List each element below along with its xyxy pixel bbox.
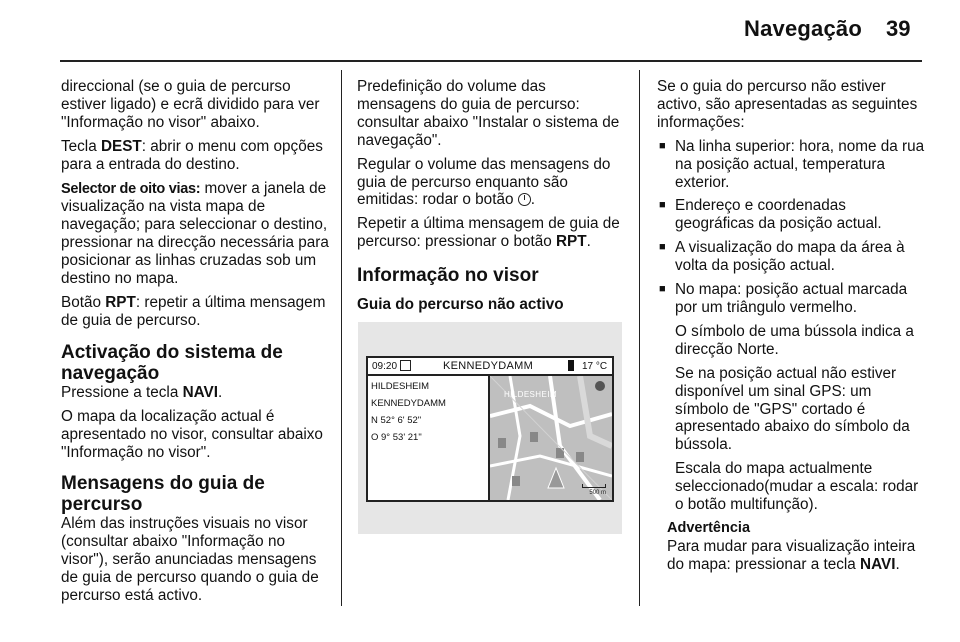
bullet-item: ■ Endereço e coordenadas geográficas da posição actual.	[657, 197, 927, 233]
column-1	[61, 78, 333, 611]
latitude: N 52° 6' 52"	[371, 415, 422, 426]
note-box	[657, 520, 927, 574]
paragraph	[61, 180, 333, 288]
key-name: RPT	[555, 233, 587, 251]
outside-temperature: 17 °C	[582, 361, 608, 372]
display-top-bar	[368, 358, 612, 376]
paragraph	[61, 294, 333, 330]
page-number: 39	[886, 16, 911, 41]
location-info-panel	[368, 376, 490, 500]
text: mover a janela de visualização na vista mapa de navegação; para seleccionar o destino, pressionar na direcção necessária para posicionar as linhas cruzadas sob um destino no mapa.	[61, 179, 329, 288]
sub-paragraph: Escala do mapa actualmente seleccionado(mudar a escala: rodar o botão multifunção).	[675, 460, 919, 514]
thermometer-icon	[568, 360, 574, 371]
text: : abrir o menu com opções para a entrada do destino.	[61, 137, 323, 173]
display-screen	[366, 356, 614, 502]
column-3	[657, 78, 927, 574]
note-text	[667, 538, 927, 574]
city-name: HILDESHEIM	[371, 381, 430, 392]
header-divider	[60, 60, 922, 62]
map-scale: 500 m	[589, 490, 606, 496]
text: .	[895, 555, 900, 573]
longitude: O 9° 53' 21"	[371, 432, 422, 443]
section-heading: Activação do sistema de navegação	[61, 341, 283, 384]
text: : repetir a última mensagem de guia de percurso.	[61, 293, 326, 329]
sub-paragraph: Se na posição actual não estiver disponível um sinal GPS: um símbolo de "GPS" cortado é apresentado abaixo do símbolo da bússola.	[675, 364, 910, 454]
navigation-display-figure	[358, 322, 622, 534]
rotary-knob-icon	[518, 193, 531, 206]
paragraph: Além das instruções visuais no visor (consultar abaixo "Informação no visor"), serão anunciadas mensagens de guia de percurso quando o guia de percurso está activo.	[61, 515, 319, 605]
paragraph	[61, 384, 333, 402]
section-heading: Mensagens do guia de percurso	[61, 473, 265, 516]
street-name: KENNEDYDAMM	[371, 398, 446, 409]
current-street: KENNEDYDAMM	[443, 360, 534, 372]
paragraph: direccional (se o guia de percurso estiver ligado) e ecrã dividido para ver "Informação no visor" abaixo.	[61, 78, 320, 131]
text: Regular o volume das mensagens do guia de percurso enquanto são emitidas: rodar o botão	[357, 155, 611, 209]
page-header-title: Navegação	[744, 16, 862, 41]
scale-bar	[582, 484, 606, 488]
bullet-item: ■ A visualização do mapa da área à volta da posição actual.	[657, 239, 927, 275]
bullet-item: ■ Na linha superior: hora, nome da rua na posição actual, temperatura exterior.	[657, 138, 927, 192]
key-name: NAVI	[182, 383, 219, 401]
clock-time: 09:20	[372, 361, 398, 372]
section-heading: Informação no visor	[357, 265, 539, 287]
term-label: Selector de oito vias:	[61, 180, 201, 197]
text: .	[218, 383, 223, 401]
text: Pressione a tecla	[61, 383, 183, 401]
paragraph: Predefinição do volume das mensagens do guia de percurso: consultar abaixo "Instalar o sistema de navegação".	[357, 78, 620, 149]
text: .	[586, 233, 591, 251]
key-name: RPT	[105, 293, 136, 311]
paragraph: O mapa da localização actual é apresentado no visor, consultar abaixo "Informação no visor".	[61, 407, 323, 461]
paragraph	[357, 156, 627, 210]
text: Tecla	[61, 137, 101, 155]
text: Botão	[61, 293, 106, 311]
paragraph: Se o guia do percurso não estiver activo, são apresentadas as seguintes informações:	[657, 78, 918, 131]
paragraph	[61, 138, 333, 174]
text: Repetir a última mensagem de guia de percurso: pressionar o botão	[357, 215, 620, 251]
text: .	[530, 191, 535, 209]
map-view	[490, 376, 612, 500]
column-2	[357, 78, 627, 314]
text: Para mudar para visualização inteira do mapa: pressionar a tecla	[667, 537, 916, 573]
key-name: DEST	[100, 137, 142, 155]
gps-icon	[400, 360, 411, 371]
note-title: Advertência	[667, 519, 751, 536]
subsection-heading: Guia do percurso não activo	[357, 296, 564, 314]
column-divider	[341, 70, 342, 606]
bullet-item: ■ No mapa: posição actual marcada por um triângulo vermelho.	[657, 281, 927, 317]
column-divider	[639, 70, 640, 606]
paragraph	[357, 215, 627, 251]
map-city-label: HILDESHEIM	[504, 390, 557, 399]
sub-paragraph: O símbolo de uma bússola indica a direcção Norte.	[675, 322, 914, 358]
key-name: NAVI	[860, 555, 896, 573]
